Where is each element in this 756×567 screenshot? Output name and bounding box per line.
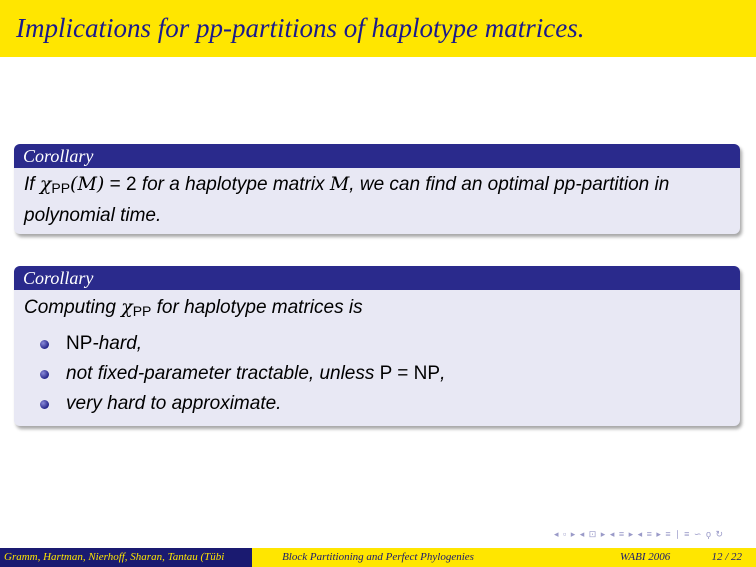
block-heading: Corollary xyxy=(14,144,740,168)
footer-conference: WABI 2006 xyxy=(620,551,671,563)
footer xyxy=(0,548,756,567)
text: Computing xyxy=(24,297,122,318)
footer-talk-title: Block Partitioning and Perfect Phylogenies xyxy=(252,548,504,567)
np-text: NP xyxy=(66,333,93,354)
chi-symbol: χ xyxy=(39,173,52,195)
bullet-list xyxy=(24,329,730,419)
bullet-icon xyxy=(40,400,49,409)
text: , we can find an optimal pp-partition in polynomial time. xyxy=(24,174,670,226)
equals-sign: = xyxy=(392,363,414,384)
list-item xyxy=(24,329,730,359)
list-item xyxy=(24,359,730,389)
text: for haplotype matrices is xyxy=(151,297,363,318)
chi-symbol: χ xyxy=(121,296,133,318)
equals-two: = 2 xyxy=(104,174,137,195)
slide-title: Implications for pp-partitions of haplotype matrices. xyxy=(16,13,585,43)
block-heading: Corollary xyxy=(14,266,740,290)
bullet-icon xyxy=(40,370,49,379)
list-item xyxy=(24,389,730,419)
np-text: NP xyxy=(413,363,441,384)
text: If xyxy=(24,174,40,195)
navigation-controls[interactable]: ◂ ▫ ▸ ◂ ⊡ ▸ ◂ ≡ ▸ ◂ ≡ ▸ ≡ ∣ ≡ ∽ ϙ ↻ xyxy=(554,529,724,539)
title-bar xyxy=(0,0,756,57)
p-text: P xyxy=(379,363,393,384)
block-body xyxy=(14,290,740,426)
text: not fixed-parameter tractable, unless xyxy=(66,363,380,384)
corollary-block-1 xyxy=(14,144,740,234)
subscript-pp: PP xyxy=(132,303,152,319)
footer-page-number: 12 / 22 xyxy=(711,551,742,563)
text: , xyxy=(440,363,446,384)
footer-authors: Gramm, Hartman, Nierhoff, Sharan, Tantau (Tübi xyxy=(0,548,252,567)
bullet-icon xyxy=(40,340,49,349)
subscript-pp: PP xyxy=(51,180,71,196)
corollary-block-2 xyxy=(14,266,740,426)
text: -hard, xyxy=(92,333,143,354)
argument: (M) xyxy=(70,173,105,195)
block-body xyxy=(14,168,740,234)
text: very hard to approximate. xyxy=(66,393,282,414)
intro-line xyxy=(24,294,730,325)
matrix-m: M xyxy=(329,173,350,195)
text: for a haplotype matrix xyxy=(136,174,330,195)
footer-right xyxy=(504,548,756,567)
